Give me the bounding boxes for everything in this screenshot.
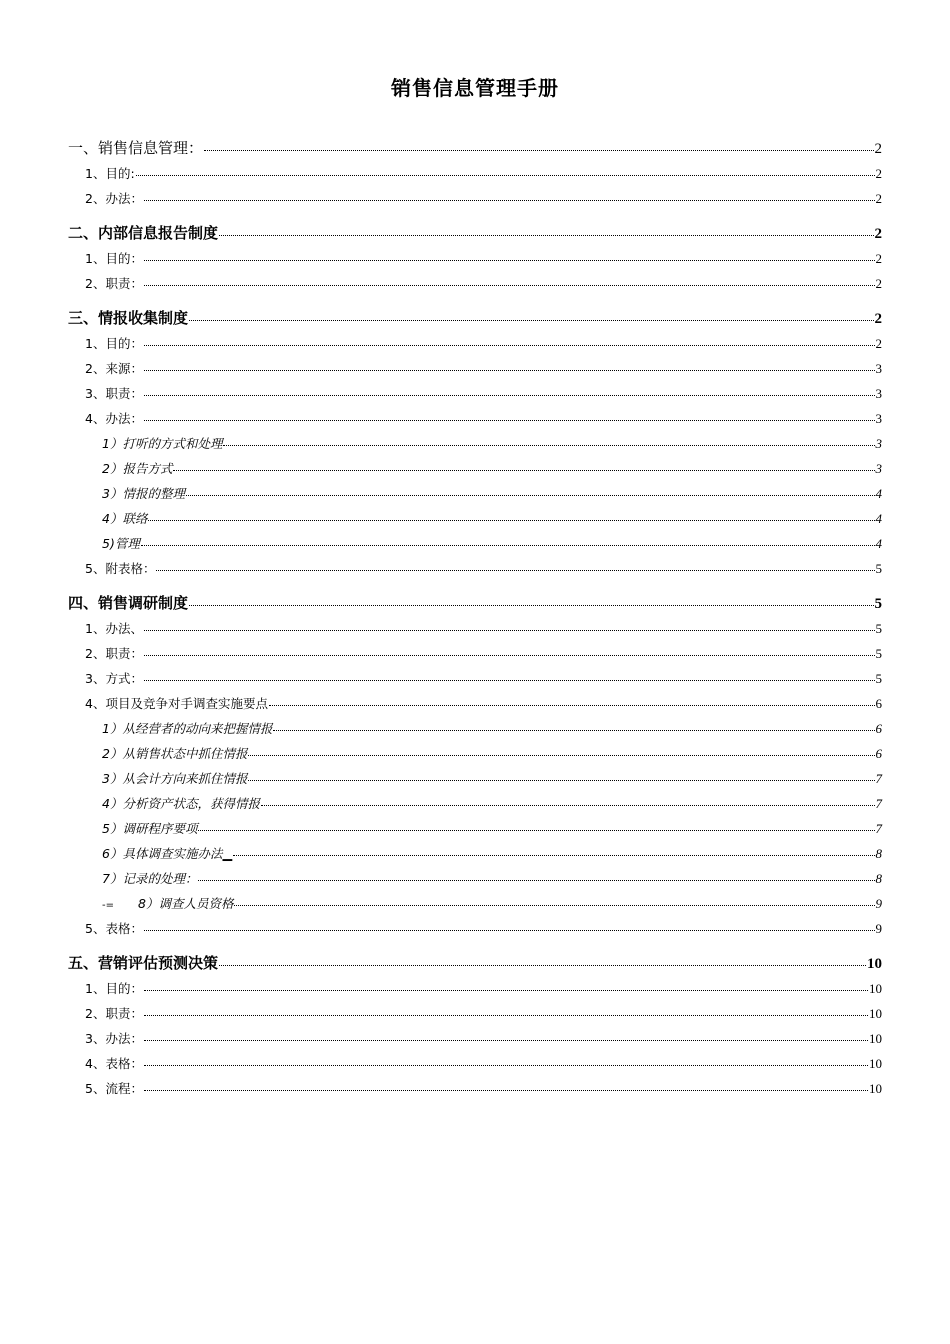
toc-page-number: 10 bbox=[869, 1031, 882, 1046]
toc-dot-leader bbox=[144, 200, 875, 201]
toc-section-entry[interactable] bbox=[68, 307, 882, 328]
toc-page-number: 6 bbox=[875, 696, 882, 711]
toc-subsection-entry[interactable] bbox=[85, 559, 882, 577]
toc-entry-mark: -= bbox=[102, 900, 114, 911]
document-title: 销售信息管理手册 bbox=[391, 76, 559, 100]
toc-dot-leader bbox=[248, 755, 874, 756]
toc-page-number: 2 bbox=[874, 226, 882, 242]
toc-entry-label: 7）记录的处理： bbox=[102, 871, 198, 886]
toc-entry-label: 三、情报收集制度 bbox=[68, 309, 189, 327]
toc-entry-label: 3）从会计方向来抓住情报 bbox=[102, 771, 248, 786]
toc-page-number: 4 bbox=[875, 536, 882, 551]
toc-page-number: 3 bbox=[875, 411, 882, 426]
toc-page-number: 2 bbox=[875, 191, 882, 206]
toc-entry-label: 3、办法： bbox=[85, 1031, 143, 1046]
toc-page-number: 2 bbox=[874, 141, 882, 157]
toc-entry-label: 1、办法、 bbox=[85, 621, 143, 636]
toc-subsection-entry[interactable] bbox=[85, 1054, 882, 1072]
toc-entry-label: 1）从经营者的动向来把握情报 bbox=[102, 721, 273, 736]
toc-section-entry[interactable] bbox=[68, 137, 882, 158]
toc-item-entry[interactable] bbox=[102, 509, 882, 527]
toc-page-number: 2 bbox=[875, 251, 882, 266]
toc-dot-leader bbox=[144, 420, 875, 421]
toc-entry-label: 5)管理 bbox=[102, 536, 140, 551]
toc-page-number: 2 bbox=[875, 336, 882, 351]
toc-entry-label: 5、表格： bbox=[85, 921, 143, 936]
toc-subsection-entry[interactable] bbox=[85, 189, 882, 207]
toc-dot-leader bbox=[144, 1040, 868, 1041]
toc-page-number: 9 bbox=[875, 896, 882, 911]
toc-page-number: 8 bbox=[875, 846, 882, 861]
toc-entry-label: 1、目的: bbox=[85, 166, 135, 181]
toc-subsection-entry[interactable] bbox=[85, 669, 882, 687]
toc-subsection-entry[interactable] bbox=[85, 1079, 882, 1097]
toc-subsection-entry[interactable] bbox=[85, 644, 882, 662]
toc-page-number: 10 bbox=[869, 1006, 882, 1021]
toc-dot-leader bbox=[144, 680, 875, 681]
toc-page-number: 7 bbox=[875, 821, 882, 836]
toc-subsection-entry[interactable] bbox=[85, 979, 882, 997]
toc-page-number: 4 bbox=[875, 486, 882, 501]
toc-entry-label: 6）具体调查实施办法▁ bbox=[102, 846, 233, 861]
toc-dot-leader bbox=[223, 445, 874, 446]
toc-entry-label: 4、表格： bbox=[85, 1056, 143, 1071]
toc-dot-leader bbox=[144, 655, 875, 656]
toc-entry-label: 1、目的： bbox=[85, 251, 143, 266]
toc-dot-leader bbox=[273, 730, 874, 731]
toc-page-number: 10 bbox=[867, 956, 882, 972]
toc-item-entry[interactable] bbox=[102, 459, 882, 477]
toc-dot-leader bbox=[261, 805, 875, 806]
toc-item-entry[interactable] bbox=[102, 844, 882, 862]
toc-item-entry[interactable] bbox=[102, 719, 882, 737]
toc-item-entry[interactable] bbox=[102, 434, 882, 452]
toc-item-entry[interactable] bbox=[102, 534, 882, 552]
toc-entry-label: 四、销售调研制度 bbox=[68, 594, 189, 612]
toc-entry-label: 3、方式： bbox=[85, 671, 143, 686]
toc-page-number: 9 bbox=[875, 921, 882, 936]
toc-page-number: 2 bbox=[875, 166, 882, 181]
toc-entry-label: 3）情报的整理 bbox=[102, 486, 185, 501]
toc-subsection-entry[interactable] bbox=[85, 359, 882, 377]
toc-item-entry[interactable] bbox=[102, 894, 882, 912]
toc-entry-label: 1）打听的方式和处理 bbox=[102, 436, 223, 451]
toc-entry-label: 4、项目及竞争对手调查实施要点 bbox=[85, 696, 268, 711]
toc-page-number: 10 bbox=[869, 1056, 882, 1071]
toc-entry-label: 4）联络 bbox=[102, 511, 148, 526]
toc-section-entry[interactable] bbox=[68, 592, 882, 613]
toc-page-number: 6 bbox=[875, 721, 882, 736]
toc-subsection-entry[interactable] bbox=[85, 1029, 882, 1047]
toc-item-entry[interactable] bbox=[102, 769, 882, 787]
toc-page-number: 10 bbox=[869, 981, 882, 996]
toc-page-number: 3 bbox=[875, 386, 882, 401]
toc-entry-label: 1、目的： bbox=[85, 981, 143, 996]
toc-entry-label: 2、职责： bbox=[85, 276, 143, 291]
toc-dot-leader bbox=[198, 830, 874, 831]
toc-subsection-entry[interactable] bbox=[85, 694, 882, 712]
toc-dot-leader bbox=[144, 930, 875, 931]
toc-entry-label: 2、职责： bbox=[85, 1006, 143, 1021]
toc-dot-leader bbox=[219, 235, 873, 236]
toc-dot-leader bbox=[136, 175, 875, 176]
toc-entry-label: 2、职责： bbox=[85, 646, 143, 661]
toc-page-number: 6 bbox=[875, 746, 882, 761]
toc-page-number: 8 bbox=[875, 871, 882, 886]
toc-page-number: 10 bbox=[869, 1081, 882, 1096]
toc-dot-leader bbox=[144, 345, 875, 346]
toc-entry-label: 5、附表格： bbox=[85, 561, 156, 576]
toc-entry-label: 二、内部信息报告制度 bbox=[68, 224, 219, 242]
toc-dot-leader bbox=[173, 470, 874, 471]
toc-subsection-entry[interactable] bbox=[85, 274, 882, 292]
toc-entry-label: 2）从销售状态中抓住情报 bbox=[102, 746, 248, 761]
toc-entry-label: 2、来源： bbox=[85, 361, 143, 376]
toc-subsection-entry[interactable] bbox=[85, 409, 882, 427]
toc-dot-leader bbox=[269, 705, 875, 706]
toc-page-number: 2 bbox=[875, 276, 882, 291]
toc-page-number: 7 bbox=[875, 771, 882, 786]
toc-page-number: 5 bbox=[874, 596, 882, 612]
toc-entry-label: 五、营销评估预测决策 bbox=[68, 954, 219, 972]
toc-entry-label: 2）报告方式 bbox=[102, 461, 173, 476]
toc-item-entry[interactable] bbox=[102, 869, 882, 887]
toc-page-number: 5 bbox=[875, 671, 882, 686]
toc-subsection-entry[interactable] bbox=[85, 619, 882, 637]
toc-subsection-entry[interactable] bbox=[85, 164, 882, 182]
toc-subsection-entry[interactable] bbox=[85, 1004, 882, 1022]
toc-page-number: 5 bbox=[875, 646, 882, 661]
toc-dot-leader bbox=[144, 630, 875, 631]
toc-dot-leader bbox=[186, 495, 875, 496]
toc-subsection-entry[interactable] bbox=[85, 384, 882, 402]
toc-item-entry[interactable] bbox=[102, 744, 882, 762]
toc-entry-label: 3、职责： bbox=[85, 386, 143, 401]
toc-dot-leader bbox=[156, 570, 874, 571]
toc-subsection-entry[interactable] bbox=[85, 249, 882, 267]
toc-dot-leader bbox=[144, 370, 875, 371]
toc-page-number: 3 bbox=[875, 361, 882, 376]
toc-section-entry[interactable] bbox=[68, 952, 882, 973]
toc-dot-leader bbox=[248, 780, 874, 781]
toc-dot-leader bbox=[144, 1065, 868, 1066]
toc-dot-leader bbox=[219, 965, 866, 966]
toc-page-number: 2 bbox=[874, 311, 882, 327]
toc-dot-leader bbox=[189, 320, 873, 321]
toc-entry-label: 一、销售信息管理： bbox=[68, 139, 204, 157]
toc-section-entry[interactable] bbox=[68, 222, 882, 243]
toc-dot-leader bbox=[234, 905, 874, 906]
toc-entry-label: 5、流程： bbox=[85, 1081, 143, 1096]
toc-dot-leader bbox=[144, 990, 868, 991]
toc-page-number: 7 bbox=[875, 796, 882, 811]
toc-entry-label: 2、办法： bbox=[85, 191, 143, 206]
toc-dot-leader bbox=[141, 545, 875, 546]
toc-subsection-entry[interactable] bbox=[85, 334, 882, 352]
toc-entry-label: 5）调研程序要项 bbox=[102, 821, 198, 836]
toc-page-number: 3 bbox=[875, 436, 882, 451]
toc-subsection-entry[interactable] bbox=[85, 919, 882, 937]
toc-page-number: 4 bbox=[875, 511, 882, 526]
toc-page-number: 3 bbox=[875, 461, 882, 476]
toc-item-entry[interactable] bbox=[102, 484, 882, 502]
toc-entry-label: 8）调查人员资格 bbox=[138, 896, 234, 911]
toc-page-number: 5 bbox=[875, 621, 882, 636]
toc-dot-leader bbox=[144, 260, 875, 261]
toc-dot-leader bbox=[148, 520, 874, 521]
toc-dot-leader bbox=[144, 285, 875, 286]
toc-dot-leader bbox=[233, 855, 874, 856]
toc-item-entry[interactable] bbox=[102, 794, 882, 812]
toc-dot-leader bbox=[144, 395, 875, 396]
toc-dot-leader bbox=[144, 1090, 868, 1091]
toc-entry-label: 4、办法： bbox=[85, 411, 143, 426]
toc-entry-label: 4）分析资产状态，获得情报 bbox=[102, 796, 260, 811]
toc-dot-leader bbox=[189, 605, 873, 606]
toc-item-entry[interactable] bbox=[102, 819, 882, 837]
toc-dot-leader bbox=[204, 150, 873, 151]
toc-entry-label: 1、目的： bbox=[85, 336, 143, 351]
toc-dot-leader bbox=[198, 880, 874, 881]
toc-dot-leader bbox=[144, 1015, 868, 1016]
toc-page-number: 5 bbox=[875, 561, 882, 576]
